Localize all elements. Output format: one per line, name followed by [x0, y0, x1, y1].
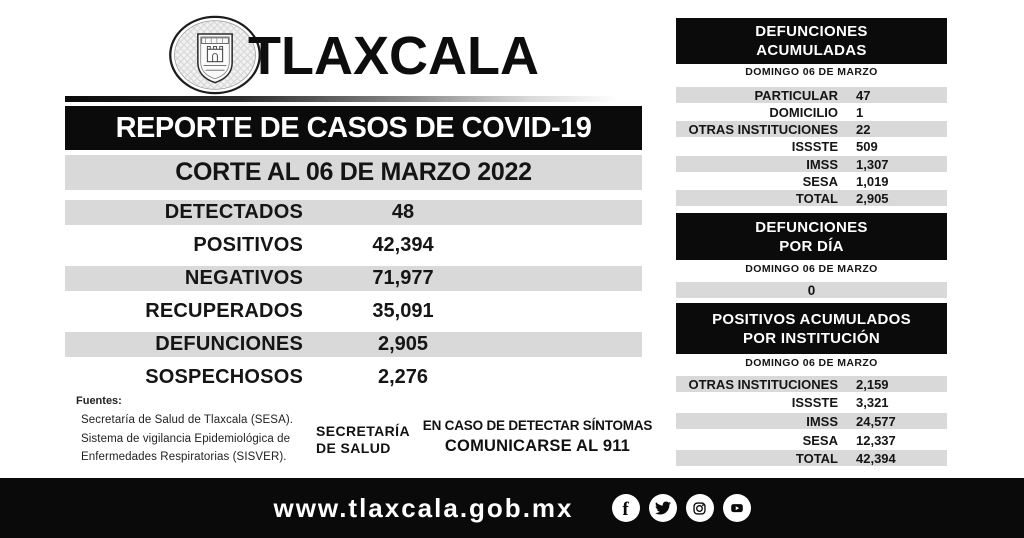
section-title-line2: POR INSTITUCIÓN [742, 329, 880, 347]
side-row-value: 47 [856, 87, 871, 103]
side-row-label: TOTAL [795, 190, 838, 206]
notice-line2: COMUNICARSE AL 911 [444, 437, 631, 455]
footer-bar [0, 478, 1024, 538]
section-date: DOMINGO 06 DE MARZO [745, 66, 878, 78]
stat-label: POSITIVOS [193, 234, 303, 256]
stat-value: 35,091 [372, 300, 434, 322]
side-row-value: 1,019 [856, 173, 889, 189]
secretaria-line2: DE SALUD [316, 440, 391, 456]
side-row-issste [676, 394, 947, 410]
stat-row-detectados [65, 200, 642, 225]
section-defunciones-por-dia-header [676, 213, 947, 260]
secretaria-salud-label [316, 423, 410, 457]
section-date: DOMINGO 06 DE MARZO [745, 357, 878, 369]
emergency-notice [420, 418, 655, 456]
side-row-issste [676, 138, 947, 154]
stat-label: RECUPERADOS [145, 300, 303, 322]
side-row-defunciones-dia [676, 282, 947, 298]
sources-block [76, 395, 293, 470]
side-row-value: 509 [856, 138, 878, 154]
side-row-value: 2,159 [856, 376, 889, 392]
side-row-value: 3,321 [856, 394, 889, 410]
stat-row-sospechosos [65, 365, 642, 390]
side-row-label: TOTAL [795, 450, 838, 466]
sources-heading: Fuentes: [76, 395, 122, 407]
side-row-label: PARTICULAR [754, 87, 838, 103]
side-row-label: SESA [802, 432, 838, 448]
stat-row-recuperados [65, 299, 642, 324]
side-row-imss [676, 156, 947, 172]
side-row-domicilio [676, 104, 947, 120]
section-title-line2: ACUMULADAS [756, 42, 867, 59]
side-row-total [676, 190, 947, 206]
side-row-value: 12,337 [856, 432, 896, 448]
stat-label: NEGATIVOS [184, 267, 303, 289]
section-positivos-acumulados-header [676, 303, 947, 354]
section-title-line2: POR DÍA [779, 237, 844, 255]
stat-value: 42,394 [372, 234, 434, 256]
source-line: Secretaría de Salud de Tlaxcala (SESA). [81, 414, 294, 426]
notice-line1: EN CASO DE DETECTAR SÍNTOMAS [422, 418, 653, 433]
report-title: REPORTE DE CASOS DE COVID-19 [115, 111, 592, 144]
section-title-line1: DEFUNCIONES [755, 23, 868, 40]
side-row-label: OTRAS INSTITUCIONES [688, 376, 838, 392]
section-date: DOMINGO 06 DE MARZO [745, 263, 878, 275]
stat-value: 2,276 [377, 366, 429, 388]
side-row-value: 24,577 [856, 413, 896, 429]
side-row-value: 1,307 [856, 156, 889, 172]
stat-value: 2,905 [377, 333, 429, 355]
source-line: Enfermedades Respiratorias (SISVER). [81, 451, 287, 463]
side-row-label: ISSSTE [791, 394, 838, 410]
side-row-value: 2,905 [856, 190, 889, 206]
side-row-total [676, 450, 947, 466]
side-row-otras-instituciones [676, 376, 947, 392]
side-row-label: DOMICILIO [769, 104, 838, 120]
side-row-label: ISSSTE [791, 138, 838, 154]
side-row-label: SESA [802, 173, 838, 189]
side-row-particular [676, 87, 947, 103]
section-title-line1: DEFUNCIONES [755, 218, 868, 236]
facebook-icon[interactable]: f [612, 494, 640, 522]
side-row-value: 22 [856, 121, 871, 137]
twitter-icon[interactable] [649, 494, 677, 522]
side-row-value: 42,394 [856, 450, 896, 466]
secretaria-line1: SECRETARÍA [316, 423, 410, 439]
stat-value: 71,977 [372, 267, 434, 289]
source-line: Sistema de vigilancia Epidemiológica de [81, 432, 291, 445]
section-title-line1: POSITIVOS ACUMULADOS [712, 310, 911, 328]
stat-row-defunciones [65, 332, 642, 357]
stat-value: 48 [391, 201, 415, 223]
instagram-icon[interactable] [686, 494, 714, 522]
side-row-sesa [676, 173, 947, 189]
side-row-value: 1 [856, 104, 864, 120]
report-title-banner [65, 106, 642, 150]
side-row-label: OTRAS INSTITUCIONES [688, 121, 838, 137]
stat-label: DETECTADOS [164, 201, 303, 223]
side-row-sesa [676, 432, 947, 448]
stat-row-positivos [65, 233, 642, 258]
side-row-label: IMSS [806, 156, 838, 172]
gradient-divider [65, 96, 642, 102]
side-row-value: 0 [807, 282, 816, 298]
stat-label: SOSPECHOSOS [145, 366, 303, 388]
report-subtitle: CORTE AL 06 DE MARZO 2022 [175, 158, 532, 186]
stat-label: DEFUNCIONES [155, 333, 303, 355]
youtube-icon[interactable] [723, 494, 751, 522]
side-row-otras-instituciones [676, 121, 947, 137]
social-icons [612, 494, 751, 522]
state-brand-wordmark: TLAXCALA [248, 26, 539, 86]
section-defunciones-acumuladas-header [676, 18, 947, 64]
stat-row-negativos [65, 266, 642, 291]
side-row-imss [676, 413, 947, 429]
report-subtitle-banner [65, 155, 642, 190]
side-row-label: IMSS [806, 413, 838, 429]
website-url-link[interactable]: www.tlaxcala.gob.mx [273, 492, 574, 523]
